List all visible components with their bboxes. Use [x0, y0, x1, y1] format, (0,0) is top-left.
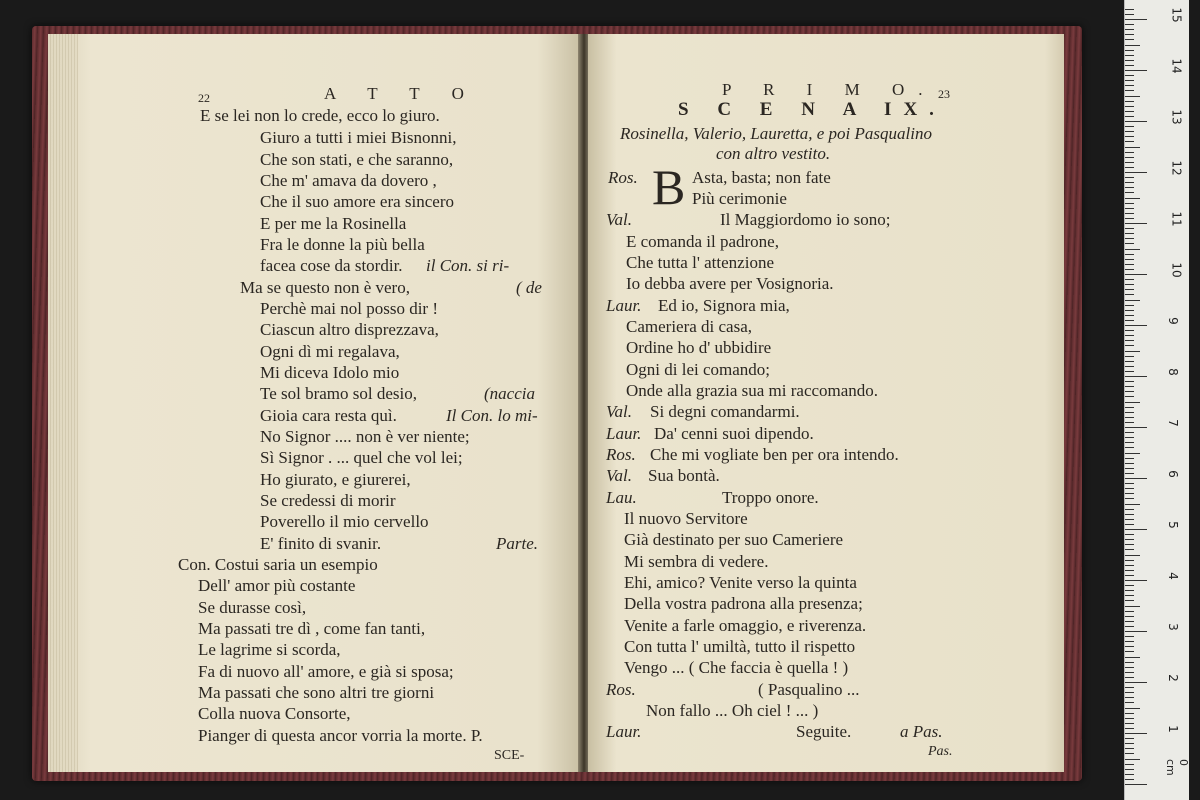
ruler-label: 10 — [1169, 262, 1184, 278]
ruler-tick — [1125, 733, 1147, 734]
ruler-tick — [1125, 330, 1134, 331]
scene-title: S C E N A IX. — [678, 99, 946, 120]
verse-line: Sua bontà. — [648, 466, 720, 485]
ruler-tick — [1125, 345, 1134, 346]
ruler-tick — [1125, 198, 1140, 199]
ruler-tick — [1125, 305, 1134, 306]
ruler-tick — [1125, 141, 1134, 142]
ruler-label: 1 — [1165, 725, 1180, 733]
ruler-tick — [1125, 529, 1147, 530]
verse-line: Ma passati tre dì , come fan tanti, — [198, 619, 426, 638]
ruler-tick — [1125, 769, 1134, 770]
ruler-tick — [1125, 738, 1134, 739]
ruler-label: 2 — [1165, 674, 1180, 682]
verse-line: Che mi vogliate ben per ora intendo. — [650, 445, 899, 464]
ruler-tick — [1125, 106, 1134, 107]
ruler-tick — [1125, 463, 1134, 464]
ruler-tick — [1125, 249, 1140, 250]
ruler-tick — [1125, 514, 1134, 515]
ruler-tick — [1125, 300, 1140, 301]
ruler-tick — [1125, 284, 1134, 285]
ruler-tick — [1125, 223, 1147, 224]
ruler-tick — [1125, 427, 1147, 428]
ruler-label: 12 — [1169, 160, 1184, 176]
verse-line: Che il suo amore era sincero — [260, 192, 455, 211]
ruler-tick — [1125, 672, 1134, 673]
ruler-tick — [1125, 534, 1134, 535]
right-page-number: 23 — [938, 87, 950, 101]
stage-direction: il Con. si ri- — [426, 256, 510, 275]
speaker: Laur. — [606, 296, 642, 315]
ruler-tick — [1125, 657, 1140, 658]
ruler-tick — [1125, 29, 1134, 30]
verse-line: Non fallo ... Oh ciel ! ... ) — [646, 701, 819, 720]
speaker: Lau. — [606, 488, 637, 507]
verse-line: Si degni comandarmi. — [650, 402, 800, 421]
ruler-tick — [1125, 641, 1134, 642]
ruler-tick — [1125, 131, 1134, 132]
ruler-tick — [1125, 417, 1134, 418]
left-page — [48, 34, 581, 772]
ruler-tick — [1125, 606, 1140, 607]
ruler-tick — [1125, 254, 1134, 255]
verse-line: Vengo ... ( Che faccia è quella ! ) — [624, 658, 849, 677]
ruler-tick — [1125, 70, 1147, 71]
ruler-tick — [1125, 126, 1134, 127]
ruler-tick — [1125, 753, 1134, 754]
verse-line: Pianger di questa ancor vorria la morte. P. — [198, 726, 483, 745]
ruler-tick — [1125, 585, 1134, 586]
ruler-tick — [1125, 560, 1134, 561]
ruler-tick — [1125, 208, 1134, 209]
ruler-tick — [1125, 274, 1147, 275]
ruler-zero-label: 0 cm — [1164, 759, 1190, 776]
ruler-tick — [1125, 162, 1134, 163]
ruler-tick — [1125, 764, 1134, 765]
ruler-tick — [1125, 45, 1140, 46]
verse-line: Asta, basta; non fate — [692, 168, 831, 187]
page-edges — [48, 34, 78, 772]
ruler-tick — [1125, 121, 1147, 122]
ruler-tick — [1125, 570, 1134, 571]
verse-line: Già destinato per suo Cameriere — [624, 530, 844, 549]
ruler-tick — [1125, 259, 1134, 260]
verse-line: Perchè mai nol posso dir ! — [260, 299, 438, 318]
ruler-tick — [1125, 213, 1134, 214]
verse-line: Ma passati che sono altri tre giorni — [198, 683, 435, 702]
ruler-tick — [1125, 702, 1134, 703]
ruler-tick — [1125, 376, 1147, 377]
ruler-tick — [1125, 713, 1134, 714]
ruler-tick — [1125, 172, 1147, 173]
ruler-tick — [1125, 646, 1134, 647]
speaker: Laur. — [606, 424, 642, 443]
verse-line: Ehi, amico? Venite verso la quinta — [624, 573, 857, 592]
verse-line: Troppo onore. — [722, 488, 819, 507]
catchword: Pas. — [928, 744, 953, 759]
ruler-tick — [1125, 595, 1134, 596]
ruler-label: 8 — [1165, 368, 1180, 376]
ruler-tick — [1125, 488, 1134, 489]
verse-line: Che son stati, e che saranno, — [260, 150, 454, 169]
left-running-head: A T T O — [324, 84, 478, 103]
stage-direction: Il Con. lo mi- — [446, 406, 538, 425]
ruler-tick — [1125, 320, 1134, 321]
ruler-tick — [1125, 468, 1134, 469]
verse-line: Con tutta l' umiltà, tutto il rispetto — [624, 637, 856, 656]
verse-line: Più cerimonie — [692, 189, 787, 208]
verse-line: Seguite. — [796, 722, 852, 741]
ruler-tick — [1125, 504, 1140, 505]
verse-line: Cameriera di casa, — [626, 317, 753, 336]
ruler-tick — [1125, 498, 1134, 499]
speaker: Ros. — [606, 680, 636, 699]
ruler-tick — [1125, 677, 1134, 678]
ruler-tick — [1125, 34, 1134, 35]
verse-line: Della vostra padrona alla presenza; — [624, 594, 863, 613]
verse-line: E comanda il padrone, — [626, 232, 779, 251]
speaker: Val. — [606, 402, 632, 421]
exit-direction: Parte. — [496, 534, 539, 553]
ruler-tick — [1125, 396, 1134, 397]
verse-line: Poverello il mio cervello — [260, 512, 429, 531]
verse-line: Io debba avere per Vosignoria. — [626, 274, 834, 293]
right-page — [588, 34, 1064, 772]
verse-line: Mi diceva Idolo mio — [260, 363, 400, 382]
ruler-tick — [1125, 65, 1134, 66]
ruler-label: 14 — [1169, 58, 1184, 74]
ruler-tick — [1125, 692, 1134, 693]
ruler-tick — [1125, 381, 1134, 382]
ruler-label: 7 — [1165, 419, 1180, 427]
ruler-tick — [1125, 233, 1134, 234]
ruler-tick — [1125, 9, 1134, 10]
ruler-tick — [1125, 157, 1134, 158]
verse-line: Da' cenni suoi dipendo. — [654, 424, 814, 443]
ruler-tick — [1125, 294, 1134, 295]
ruler-tick — [1125, 366, 1134, 367]
ruler-tick — [1125, 432, 1134, 433]
ruler-tick — [1125, 177, 1134, 178]
ruler-tick — [1125, 616, 1134, 617]
ruler-tick — [1125, 361, 1134, 362]
cast-list: Rosinella, Valerio, Lauretta, e poi Pasqualino — [620, 124, 932, 143]
ruler-tick — [1125, 315, 1134, 316]
ruler-tick — [1125, 24, 1134, 25]
ruler-tick — [1125, 85, 1134, 86]
verse-line: Se durasse così, — [198, 598, 307, 617]
verse-line: E' finito di svanir. — [260, 534, 382, 553]
ruler-tick — [1125, 718, 1134, 719]
ruler-tick — [1125, 743, 1134, 744]
ruler-tick — [1125, 167, 1134, 168]
ruler-tick — [1125, 50, 1134, 51]
cast-list: con altro vestito. — [716, 144, 831, 163]
ruler-tick — [1125, 340, 1134, 341]
ruler-tick — [1125, 310, 1134, 311]
verse-line: Dell' amor più costante — [198, 576, 356, 595]
ruler-tick — [1125, 549, 1134, 550]
verse-line: Se credessi di morir — [260, 491, 396, 510]
right-running-head: P R I M O. — [722, 80, 937, 99]
ruler-tick — [1125, 555, 1140, 556]
ruler-tick — [1125, 728, 1134, 729]
ruler-tick — [1125, 723, 1134, 724]
ruler-tick — [1125, 243, 1134, 244]
ruler-tick — [1125, 539, 1134, 540]
ruler-tick — [1125, 228, 1134, 229]
ruler-tick — [1125, 447, 1134, 448]
ruler-tick — [1125, 524, 1134, 525]
ruler-tick — [1125, 351, 1140, 352]
ruler-tick — [1125, 437, 1134, 438]
ruler-tick — [1125, 774, 1134, 775]
verse-line: Fra le donne la più bella — [260, 235, 425, 254]
verse-line: Ogni di lei comando; — [626, 360, 771, 379]
verse-line: Ciascun altro disprezzava, — [260, 320, 439, 339]
ruler-tick — [1125, 152, 1134, 153]
ruler-tick — [1125, 631, 1147, 632]
ruler-tick — [1125, 779, 1134, 780]
verse-line: Ordine ho d' ubbidire — [626, 338, 772, 357]
verse-line: No Signor .... non è ver niente; — [260, 427, 470, 446]
ruler-tick — [1125, 453, 1140, 454]
ruler-tick — [1125, 407, 1134, 408]
ruler-tick — [1125, 784, 1147, 785]
ruler-tick — [1125, 662, 1134, 663]
ruler-tick — [1125, 748, 1134, 749]
ruler-tick — [1125, 75, 1134, 76]
ruler-tick — [1125, 759, 1140, 760]
stage-direction: ( de — [516, 278, 542, 297]
ruler-tick — [1125, 611, 1134, 612]
ruler-tick — [1125, 60, 1134, 61]
verse-line: Venite a farle omaggio, e riverenza. — [624, 616, 867, 635]
ruler-tick — [1125, 39, 1134, 40]
ruler-tick — [1125, 651, 1134, 652]
measuring-ruler — [1124, 0, 1189, 800]
ruler-tick — [1125, 544, 1134, 545]
ruler-tick — [1125, 575, 1134, 576]
verse-line: Ogni dì mi regalava, — [260, 342, 400, 361]
speaker: Val. — [606, 210, 632, 229]
verse-line: Il nuovo Servitore — [624, 509, 748, 528]
ruler-tick — [1125, 90, 1134, 91]
ruler-label: 11 — [1169, 211, 1184, 227]
ruler-tick — [1125, 101, 1134, 102]
ruler-tick — [1125, 238, 1134, 239]
ruler-label: 6 — [1165, 470, 1180, 478]
ruler-tick — [1125, 697, 1134, 698]
ruler-label: 3 — [1165, 623, 1180, 631]
verse-line: Le lagrime si scorda, — [198, 640, 341, 659]
ruler-tick — [1125, 116, 1134, 117]
speaker: Ros. — [606, 445, 636, 464]
ruler-tick — [1125, 580, 1147, 581]
ruler-tick — [1125, 391, 1134, 392]
verse-line: Sì Signor . ... quel che vol lei; — [260, 448, 463, 467]
speaker: Val. — [606, 466, 632, 485]
ruler-tick — [1125, 519, 1134, 520]
verse-line: Ho giurato, e giurerei, — [260, 470, 411, 489]
ruler-tick — [1125, 335, 1134, 336]
stage-direction: (naccia — [484, 384, 535, 403]
ruler-tick — [1125, 269, 1134, 270]
ruler-tick — [1125, 682, 1147, 683]
ruler-tick — [1125, 687, 1134, 688]
ruler-tick — [1125, 96, 1140, 97]
ruler-tick — [1125, 325, 1147, 326]
ruler-tick — [1125, 667, 1134, 668]
ruler-tick — [1125, 203, 1134, 204]
ruler-tick — [1125, 192, 1134, 193]
ruler-label: 13 — [1169, 109, 1184, 125]
ruler-tick — [1125, 402, 1140, 403]
verse-line: Ed io, Signora mia, — [658, 296, 790, 315]
ruler-tick — [1125, 279, 1134, 280]
verse-line: E per me la Rosinella — [260, 214, 407, 233]
ruler-tick — [1125, 442, 1134, 443]
ruler-tick — [1125, 621, 1134, 622]
ruler-tick — [1125, 356, 1134, 357]
ruler-label: 5 — [1165, 521, 1180, 529]
stage-direction: a Pas. — [900, 722, 943, 741]
verse-line: Che m' amava da dovero , — [260, 171, 437, 190]
ruler-tick — [1125, 371, 1134, 372]
verse-line: ( Pasqualino ... — [758, 680, 860, 699]
verse-line: Gioia cara resta quì. — [260, 406, 397, 425]
ruler-tick — [1125, 565, 1134, 566]
ruler-tick — [1125, 80, 1134, 81]
ruler-tick — [1125, 412, 1134, 413]
ruler-tick — [1125, 218, 1134, 219]
ruler-tick — [1125, 289, 1134, 290]
verse-line: Che tutta l' attenzione — [626, 253, 774, 272]
ruler-tick — [1125, 590, 1134, 591]
verse-line: facea cose da stordir. — [260, 256, 403, 275]
ruler-tick — [1125, 136, 1134, 137]
ruler-tick — [1125, 111, 1134, 112]
ruler-tick — [1125, 458, 1134, 459]
ruler-tick — [1125, 509, 1134, 510]
ruler-tick — [1125, 708, 1140, 709]
ruler-tick — [1125, 478, 1147, 479]
verse-line: Te sol bramo sol desio, — [260, 384, 417, 403]
ruler-tick — [1125, 264, 1134, 265]
speaker: Laur. — [606, 722, 642, 741]
speaker: Ros. — [608, 168, 638, 187]
ruler-label: 9 — [1165, 317, 1180, 325]
ruler-tick — [1125, 55, 1134, 56]
ruler-label: 4 — [1165, 572, 1180, 580]
ruler-tick — [1125, 493, 1134, 494]
verse-line: Ma se questo non è vero, — [240, 278, 410, 297]
verse-line: Colla nuova Consorte, — [198, 704, 351, 723]
verse-line: Il Maggiordomo io sono; — [720, 210, 891, 229]
ruler-tick — [1125, 386, 1134, 387]
ruler-tick — [1125, 147, 1140, 148]
ruler-tick — [1125, 483, 1134, 484]
verse-line: Giuro a tutti i miei Bisnonni, — [260, 128, 457, 147]
left-page-number: 22 — [198, 91, 210, 105]
verse-line: Fa di nuovo all' amore, e già si sposa; — [198, 662, 454, 681]
ruler-tick — [1125, 636, 1134, 637]
verse-line: Con. Costui saria un esempio — [178, 555, 378, 574]
ruler-tick — [1125, 187, 1134, 188]
ruler-label: 15 — [1169, 7, 1184, 23]
verse-line: Onde alla grazia sua mi raccomando. — [626, 381, 879, 400]
ruler-tick — [1125, 626, 1134, 627]
verse-line: E se lei non lo crede, ecco lo giuro. — [200, 106, 440, 125]
verse-line: Mi sembra di vedere. — [624, 552, 769, 571]
catchword: SCE- — [494, 748, 525, 763]
ruler-tick — [1125, 182, 1134, 183]
ruler-tick — [1125, 14, 1134, 15]
drop-capital: B — [652, 159, 686, 215]
ruler-tick — [1125, 600, 1134, 601]
ruler-tick — [1125, 473, 1134, 474]
ruler-tick — [1125, 422, 1134, 423]
ruler-tick — [1125, 19, 1147, 20]
